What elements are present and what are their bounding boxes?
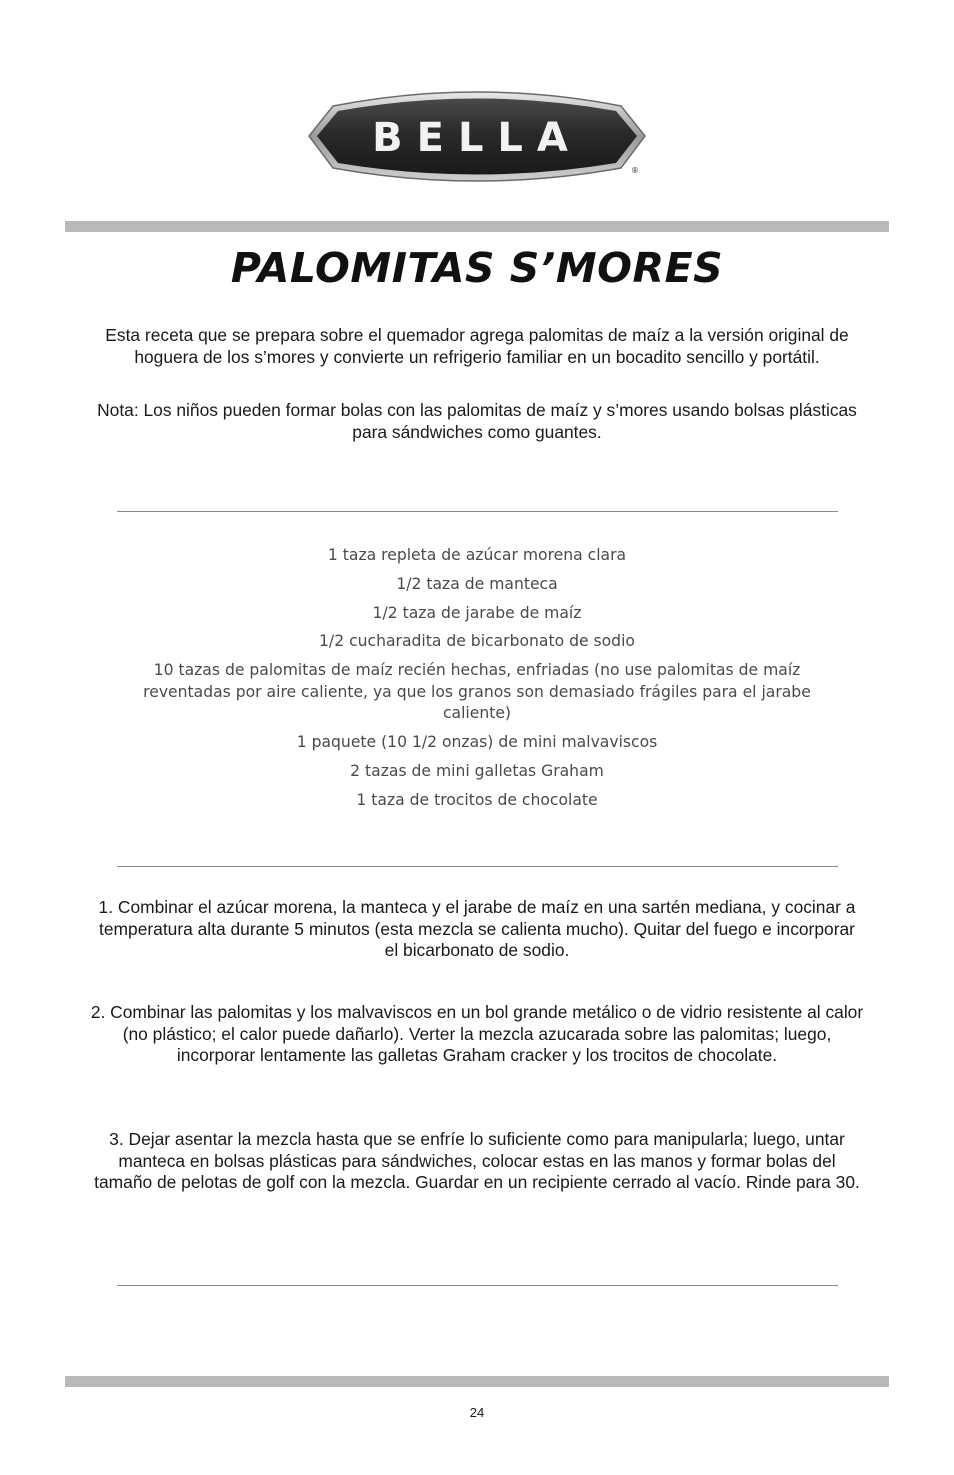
recipe-title: PALOMITAS S’MORES <box>230 244 724 292</box>
bella-logo <box>305 84 649 192</box>
logo-wordmark: BELLA <box>372 115 582 161</box>
ingredient-item: 1/2 taza de manteca <box>396 574 558 593</box>
recipe-note: Nota: Los niños pueden formar bolas con las palomitas de maíz y s’mores usando bolsas plásticas para sándwiches como guantes. <box>97 400 857 442</box>
page-number: 24 <box>469 1405 485 1420</box>
ingredient-item: 1/2 taza de jarabe de maíz <box>372 603 582 622</box>
recipe-intro: Esta receta que se prepara sobre el quemador agrega palomitas de maíz a la versión original de hoguera de los s’mores y convierte un refrigerio familiar en un bocadito sencillo y portátil. <box>105 325 849 367</box>
section-divider <box>117 511 838 512</box>
ingredient-item: 10 tazas de palomitas de maíz recién hechas, enfriadas (no use palomitas de maíz reventadas por aire caliente, ya que los granos son demasiado frágiles para el jarabe caliente) <box>143 661 811 723</box>
instruction-step: 3. Dejar asentar la mezcla hasta que se enfríe lo suficiente como para manipularla; luego, untar manteca en bolsas plásticas para sándwiches, colocar estas en las manos y formar bolas del tamaño de pelotas de golf con la mezcla. Guardar en un recipiente cerrado al vacío. Rinde para 30. <box>94 1129 860 1192</box>
instruction-step: 1. Combinar el azúcar morena, la manteca y el jarabe de maíz en una sartén mediana, y cocinar a temperatura alta durante 5 minutos (esta mezcla se calienta mucho). Quitar del fuego e incorporar el bicarbonato de sodio. <box>98 897 856 960</box>
section-divider <box>117 866 838 867</box>
ingredient-item: 1 taza de trocitos de chocolate <box>356 790 598 809</box>
bottom-rule-bar <box>65 1376 889 1387</box>
ingredient-item: 1 taza repleta de azúcar morena clara <box>327 546 627 564</box>
top-rule-bar <box>65 221 889 232</box>
section-divider <box>117 1285 838 1286</box>
ingredient-item: 1/2 cucharadita de bicarbonato de sodio <box>319 632 635 651</box>
ingredient-item: 1 paquete (10 1/2 onzas) de mini malvaviscos <box>296 732 658 751</box>
registered-mark: ® <box>631 166 639 175</box>
instruction-step: 2. Combinar las palomitas y los malvaviscos en un bol grande metálico o de vidrio resistente al calor (no plástico; el calor puede dañarlo). Verter la mezcla azucarada sobre las palomitas; luego, incorporar lentamente las galletas Graham cracker y los trocitos de chocolate. <box>90 1002 864 1065</box>
ingredient-list <box>120 545 834 818</box>
ingredient-item: 2 tazas de mini galletas Graham <box>350 761 604 780</box>
